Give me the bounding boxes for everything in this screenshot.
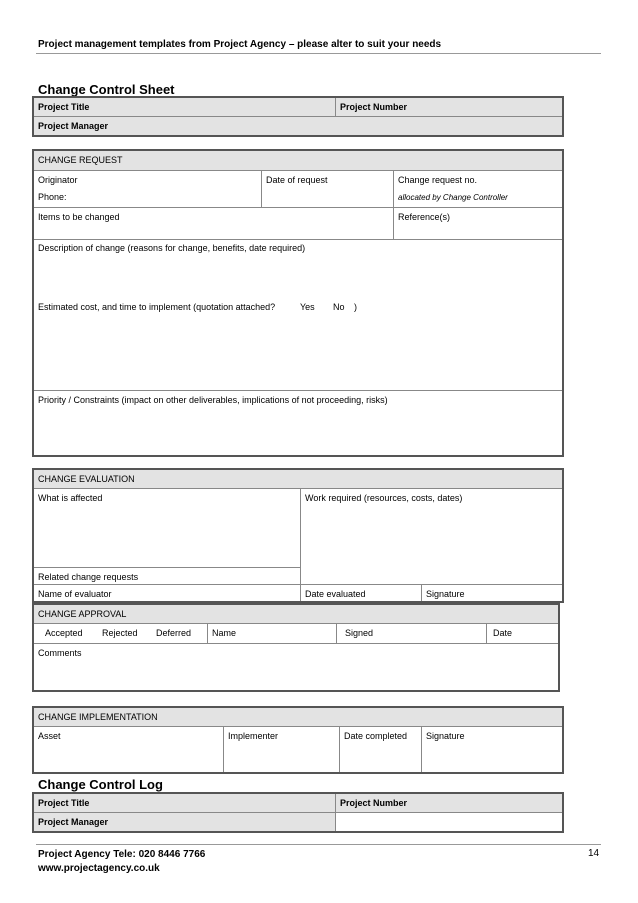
log-project-number-label: Project Number <box>336 794 562 813</box>
related-requests-cell[interactable] <box>34 567 301 585</box>
approval-date-cell[interactable] <box>487 624 558 644</box>
approval-name-label: Name <box>212 628 237 638</box>
name-of-evaluator-cell[interactable] <box>34 585 301 601</box>
description-cell[interactable] <box>34 240 562 391</box>
change-request-no-cell[interactable] <box>394 171 562 208</box>
approval-name-cell[interactable] <box>208 624 337 644</box>
log-project-title-label: Project Title <box>34 794 336 813</box>
project-title-label: Project Title <box>34 98 336 117</box>
work-required-cell[interactable] <box>301 489 562 585</box>
implementer-cell[interactable] <box>224 727 340 772</box>
implementation-signature-label: Signature <box>426 731 465 741</box>
change-evaluation-heading: CHANGE EVALUATION <box>34 470 562 489</box>
footer-contact <box>38 848 205 876</box>
log-project-manager-value[interactable] <box>336 813 562 831</box>
evaluation-signature-label: Signature <box>426 589 465 599</box>
date-evaluated-label: Date evaluated <box>305 589 366 599</box>
items-to-change-label: Items to be changed <box>38 212 120 222</box>
log-project-info-table <box>32 792 564 833</box>
footer-tele: Project Agency Tele: 020 8446 7766 <box>38 849 206 860</box>
date-of-request-cell[interactable] <box>262 171 394 208</box>
date-completed-cell[interactable] <box>340 727 422 772</box>
approval-signed-label: Signed <box>345 628 374 638</box>
implementer-label: Implementer <box>228 731 279 741</box>
change-approval-heading: CHANGE APPROVAL <box>34 605 558 624</box>
date-completed-label: Date completed <box>344 731 408 741</box>
footer-divider <box>36 844 601 845</box>
estimated-cost-label: Estimated cost, and time to implement (quotation attached? <box>38 302 276 312</box>
project-info-table <box>32 96 564 137</box>
references-cell[interactable] <box>394 208 562 240</box>
log-project-manager-label: Project Manager <box>34 813 336 831</box>
change-request-heading: CHANGE REQUEST <box>34 151 562 171</box>
date-of-request-label: Date of request <box>266 175 328 185</box>
comments-cell[interactable] <box>34 644 558 690</box>
change-request-no-label: Change request no. <box>398 175 478 185</box>
close-paren: ) <box>354 302 357 312</box>
page-header: Project management templates from Project Agency – please alter to suit your needs <box>38 39 442 50</box>
project-number-label: Project Number <box>336 98 562 117</box>
approval-date-label: Date <box>493 628 513 638</box>
approval-signed-cell[interactable] <box>337 624 487 644</box>
change-implementation-heading: CHANGE IMPLEMENTATION <box>34 708 562 727</box>
priority-cell[interactable] <box>34 391 562 455</box>
deferred-option[interactable]: Deferred <box>156 628 192 638</box>
yes-option[interactable]: Yes <box>300 302 315 312</box>
decision-cell <box>34 624 208 644</box>
phone-label: Phone: <box>38 192 67 202</box>
evaluation-signature-cell[interactable] <box>422 585 562 601</box>
date-evaluated-cell[interactable] <box>301 585 422 601</box>
footer-website[interactable]: www.projectagency.co.uk <box>38 863 160 874</box>
originator-cell[interactable] <box>34 171 262 208</box>
description-label: Description of change (reasons for change, benefits, date required) <box>38 243 306 253</box>
allocated-note: allocated by Change Controller <box>398 193 508 202</box>
originator-label: Originator <box>38 175 78 185</box>
no-option[interactable]: No <box>333 302 345 312</box>
project-manager-label: Project Manager <box>34 117 562 135</box>
change-approval-table <box>32 603 560 692</box>
change-request-table <box>32 149 564 457</box>
work-required-label: Work required (resources, costs, dates) <box>305 493 463 503</box>
asset-cell[interactable] <box>34 727 224 772</box>
accepted-option[interactable]: Accepted <box>45 628 83 638</box>
what-affected-label: What is affected <box>38 493 103 503</box>
what-affected-cell[interactable] <box>34 489 301 567</box>
change-evaluation-table <box>32 468 564 603</box>
page-number: 14 <box>588 848 600 859</box>
name-of-evaluator-label: Name of evaluator <box>38 589 112 599</box>
asset-label: Asset <box>38 731 61 741</box>
related-requests-label: Related change requests <box>38 572 139 582</box>
sheet-title: Change Control Sheet <box>38 82 175 97</box>
header-divider <box>36 53 601 54</box>
log-title: Change Control Log <box>38 777 163 792</box>
rejected-option[interactable]: Rejected <box>102 628 138 638</box>
comments-label: Comments <box>38 648 82 658</box>
implementation-signature-cell[interactable] <box>422 727 562 772</box>
items-to-change-cell[interactable] <box>34 208 394 240</box>
priority-label: Priority / Constraints (impact on other deliverables, implications of not proceeding, risks) <box>38 395 388 405</box>
references-label: Reference(s) <box>398 212 451 222</box>
change-implementation-table <box>32 706 564 774</box>
